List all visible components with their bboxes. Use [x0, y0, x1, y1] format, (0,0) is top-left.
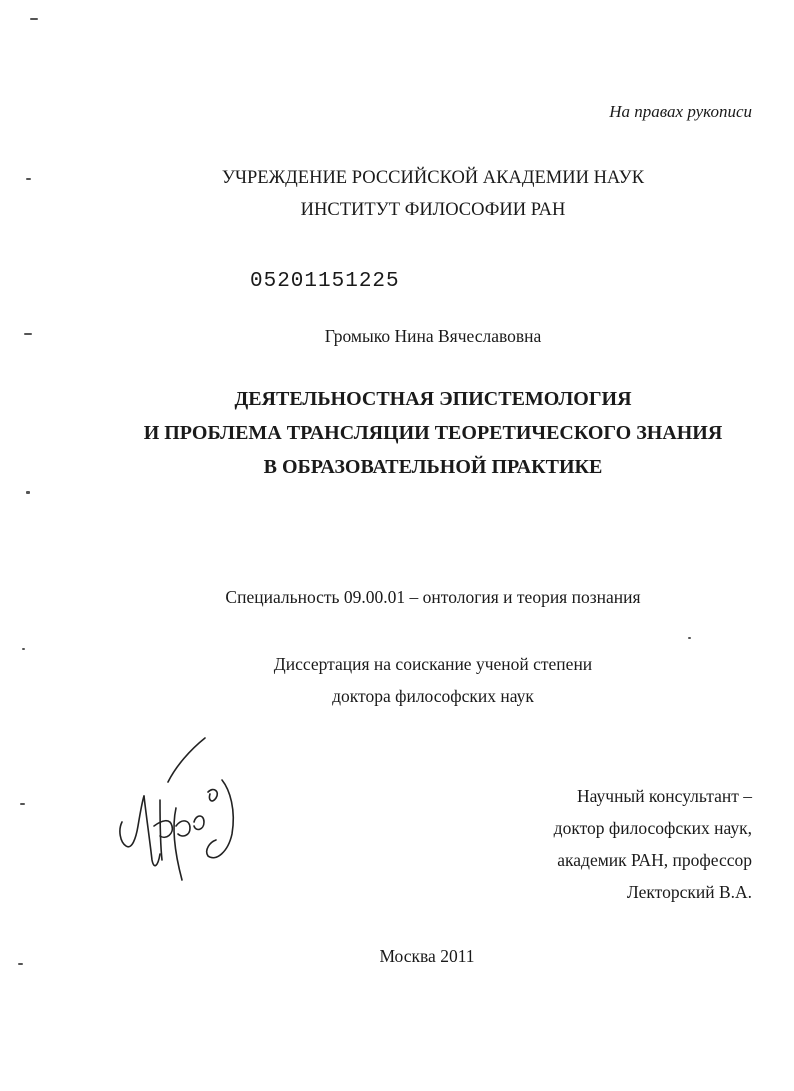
thesis-title-line-1: ДЕЯТЕЛЬНОСТНАЯ ЭПИСТЕМОЛОГИЯ — [234, 388, 632, 410]
scan-speck — [688, 637, 691, 639]
scan-speck — [26, 491, 30, 494]
consultant-title: академик РАН, профессор — [557, 850, 752, 870]
institute-name: ИНСТИТУТ ФИЛОСОФИИ РАН — [300, 200, 566, 220]
specialty: Специальность 09.00.01 – онтология и теория познания — [225, 587, 641, 607]
thesis-title-line-2: И ПРОБЛЕМА ТРАНСЛЯЦИИ ТЕОРЕТИЧЕСКОГО ЗНАНИЯ — [143, 422, 723, 444]
scan-speck — [20, 803, 25, 805]
degree-line-1: Диссертация на соискание ученой степени — [273, 654, 593, 674]
consultant-degree: доктор философских наук, — [553, 818, 752, 838]
city-year: Москва 2011 — [379, 946, 475, 966]
signature-icon — [110, 730, 250, 890]
institution-name: УЧРЕЖДЕНИЕ РОССИЙСКОЙ АКАДЕМИИ НАУК — [221, 168, 645, 188]
degree-line-2: доктора философских наук — [332, 686, 534, 706]
author-name: Громыко Нина Вячеславовна — [324, 326, 542, 346]
manuscript-rights-note: На правах рукописи — [609, 102, 752, 121]
thesis-title-line-3: В ОБРАЗОВАТЕЛЬНОЙ ПРАКТИКЕ — [263, 456, 603, 478]
consultant-name: Лекторский В.А. — [626, 882, 752, 902]
document-code: 05201151225 — [250, 270, 400, 293]
scan-speck — [30, 18, 38, 20]
consultant-label: Научный консультант – — [577, 786, 752, 806]
scan-speck — [22, 648, 25, 650]
